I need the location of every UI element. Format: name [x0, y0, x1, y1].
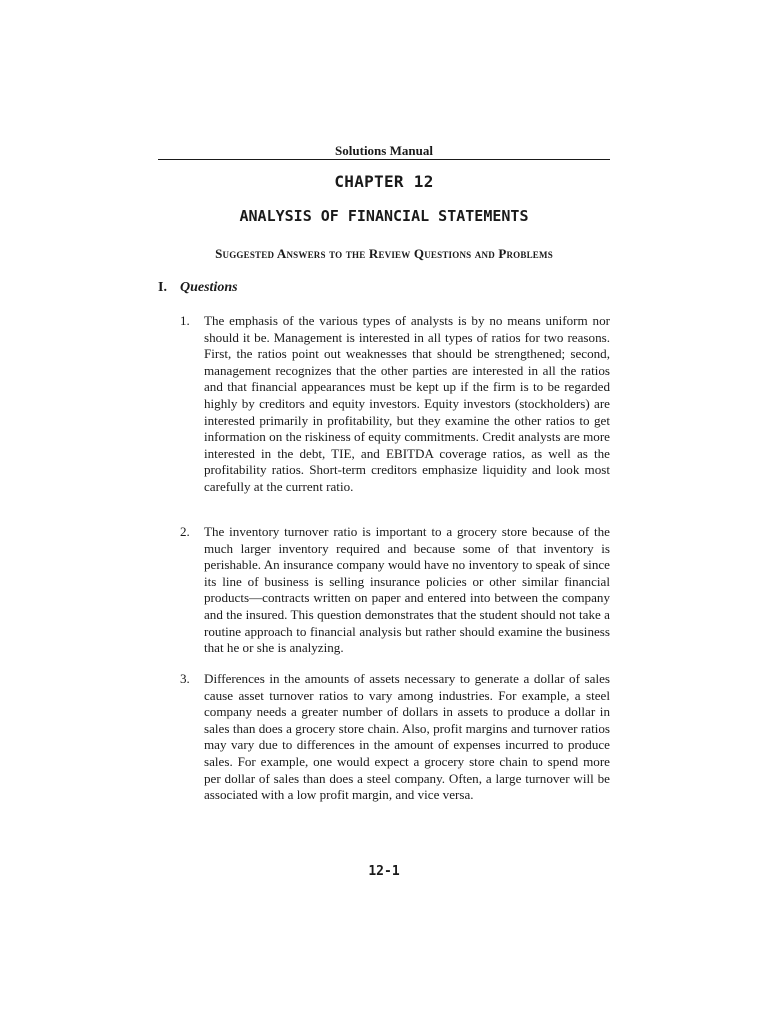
- question-number: 1.: [180, 313, 190, 328]
- question-number: 3.: [180, 671, 190, 686]
- running-head: Solutions Manual: [335, 143, 433, 158]
- question-number: 2.: [180, 524, 190, 539]
- section-number: I.: [158, 280, 167, 295]
- question-text: The inventory turnover ratio is important to a grocery store because of the much larger inventory required and because some of that inventory is perishable. An insurance company would have no inventory to speak of since its line of business is selling insurance policies or other similar financial products—contracts written on paper and entered into between the company and the insured. This question demonstrates that the student should not take a routine approach to financial analysis but rather should examine the business that he or she is analyzing.: [204, 524, 610, 656]
- question-item: [180, 313, 610, 496]
- page-number: 12-1: [368, 864, 400, 879]
- question-item: [180, 671, 610, 804]
- header-rule: [158, 159, 610, 160]
- question-item: [180, 524, 610, 657]
- chapter-subtitle: Suggested Answers to the Review Questions and Problems: [215, 246, 553, 261]
- chapter-title: ANALYSIS OF FINANCIAL STATEMENTS: [239, 207, 529, 225]
- question-text: The emphasis of the various types of analysts is by no means uniform nor should it be. Management is interested in all types of ratios for two reasons. First, the ratios point out weaknesses that should be strengthened; second, management recognizes that the other parties are interested in all the ratios and that financial appearances must be kept up if the firm is to be regarded highly by creditors and equity investors. Equity investors (stockholders) are interested primarily in profitability, but they examine the other ratios to get information on the riskiness of equity commitments. Credit analysts are more interested in the debt, TIE, and EBITDA coverage ratios, as well as the profitability ratios. Short-term creditors emphasize liquidity and look most carefully at the current ratio.: [204, 313, 610, 494]
- section-label: Questions: [180, 280, 238, 295]
- chapter-number: CHAPTER 12: [334, 172, 434, 191]
- question-text: Differences in the amounts of assets necessary to generate a dollar of sales cause asset turnover ratios to vary among industries. For example, a steel company needs a greater number of dollars in assets to produce a dollar in sales than does a grocery store chain. Also, profit margins and turnover ratios may vary due to differences in the amount of expenses incurred to produce sales. For example, one would expect a grocery store chain to spend more per dollar of sales than does a steel company. Often, a large turnover will be associated with a low profit margin, and vice versa.: [204, 671, 610, 803]
- section-heading: [158, 280, 238, 296]
